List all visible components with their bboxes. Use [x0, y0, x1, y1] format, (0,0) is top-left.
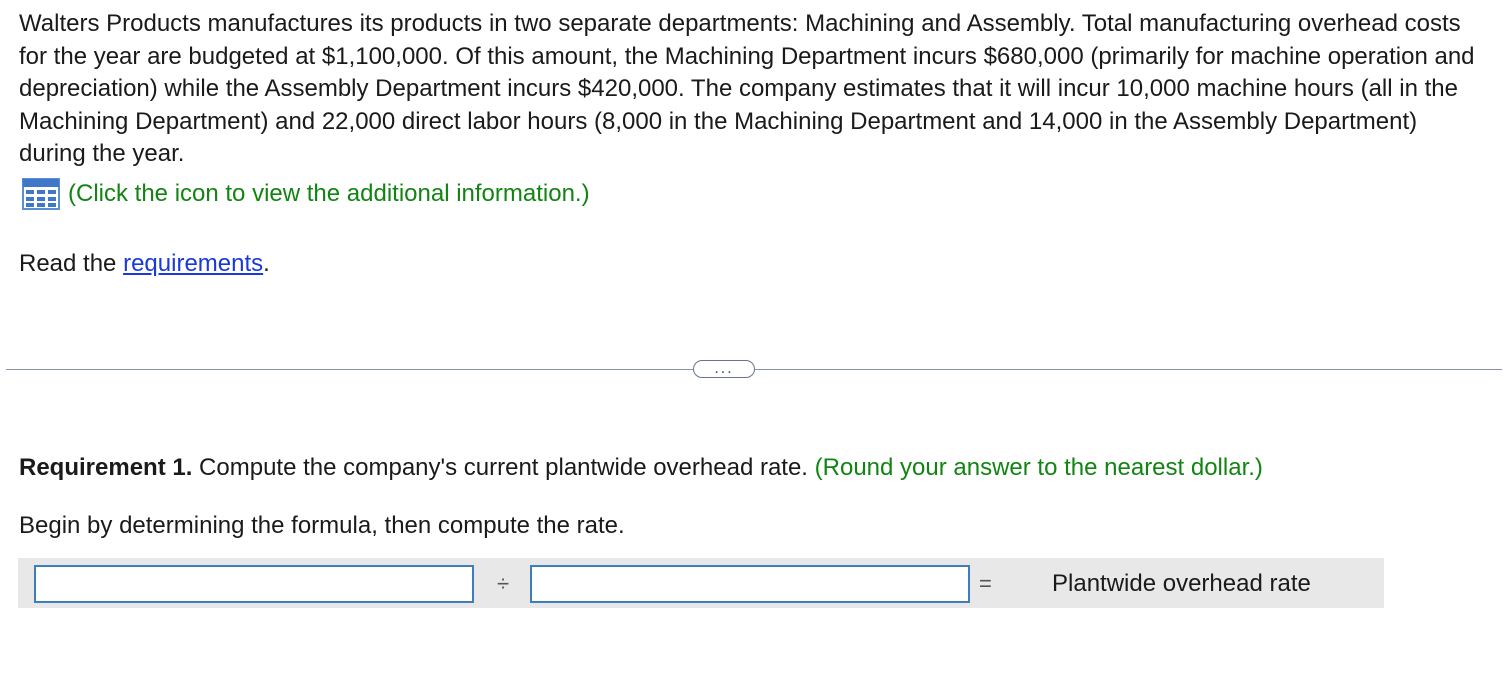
- problem-statement: Walters Products manufactures its products in two separate departments: Machining and Assembly. Total manufacturing overhead costs for the year are budgeted at $1,100,000. Of this amount, the Machining Department incurs $680,000 (primarily for machine operation and depreciation) while the Assembly Department incurs $420,000. The company estimates that it will incur 10,000 machine hours (all in the Machining Department) and 22,000 direct labor hours (8,000 in the Machining Department and 14,000 in the Assembly Department) during the year.: [19, 10, 1475, 167]
- read-suffix: .: [263, 250, 270, 277]
- denominator-input[interactable]: [530, 565, 970, 603]
- read-requirements-line: [19, 248, 270, 280]
- instruction-text: Begin by determining the formula, then compute the rate.: [19, 512, 625, 539]
- formula-row: [18, 558, 1384, 608]
- additional-info-link[interactable]: [22, 176, 590, 212]
- result-label: Plantwide overhead rate: [1052, 570, 1311, 597]
- requirements-link[interactable]: requirements: [123, 250, 264, 277]
- divide-symbol: ÷: [497, 571, 510, 596]
- expand-button[interactable]: ...: [693, 360, 755, 378]
- rounding-hint: (Round your answer to the nearest dollar.): [814, 454, 1263, 481]
- equals-symbol: =: [979, 571, 992, 596]
- requirement-heading: [19, 452, 1263, 484]
- numerator-input[interactable]: [34, 565, 474, 603]
- requirement-text: Compute the company's current plantwide overhead rate.: [192, 454, 815, 481]
- additional-info-text[interactable]: (Click the icon to view the additional information.): [68, 180, 590, 207]
- grid-table-icon[interactable]: [22, 178, 60, 210]
- requirement-label: Requirement 1.: [19, 454, 193, 481]
- read-prefix: Read the: [19, 250, 124, 277]
